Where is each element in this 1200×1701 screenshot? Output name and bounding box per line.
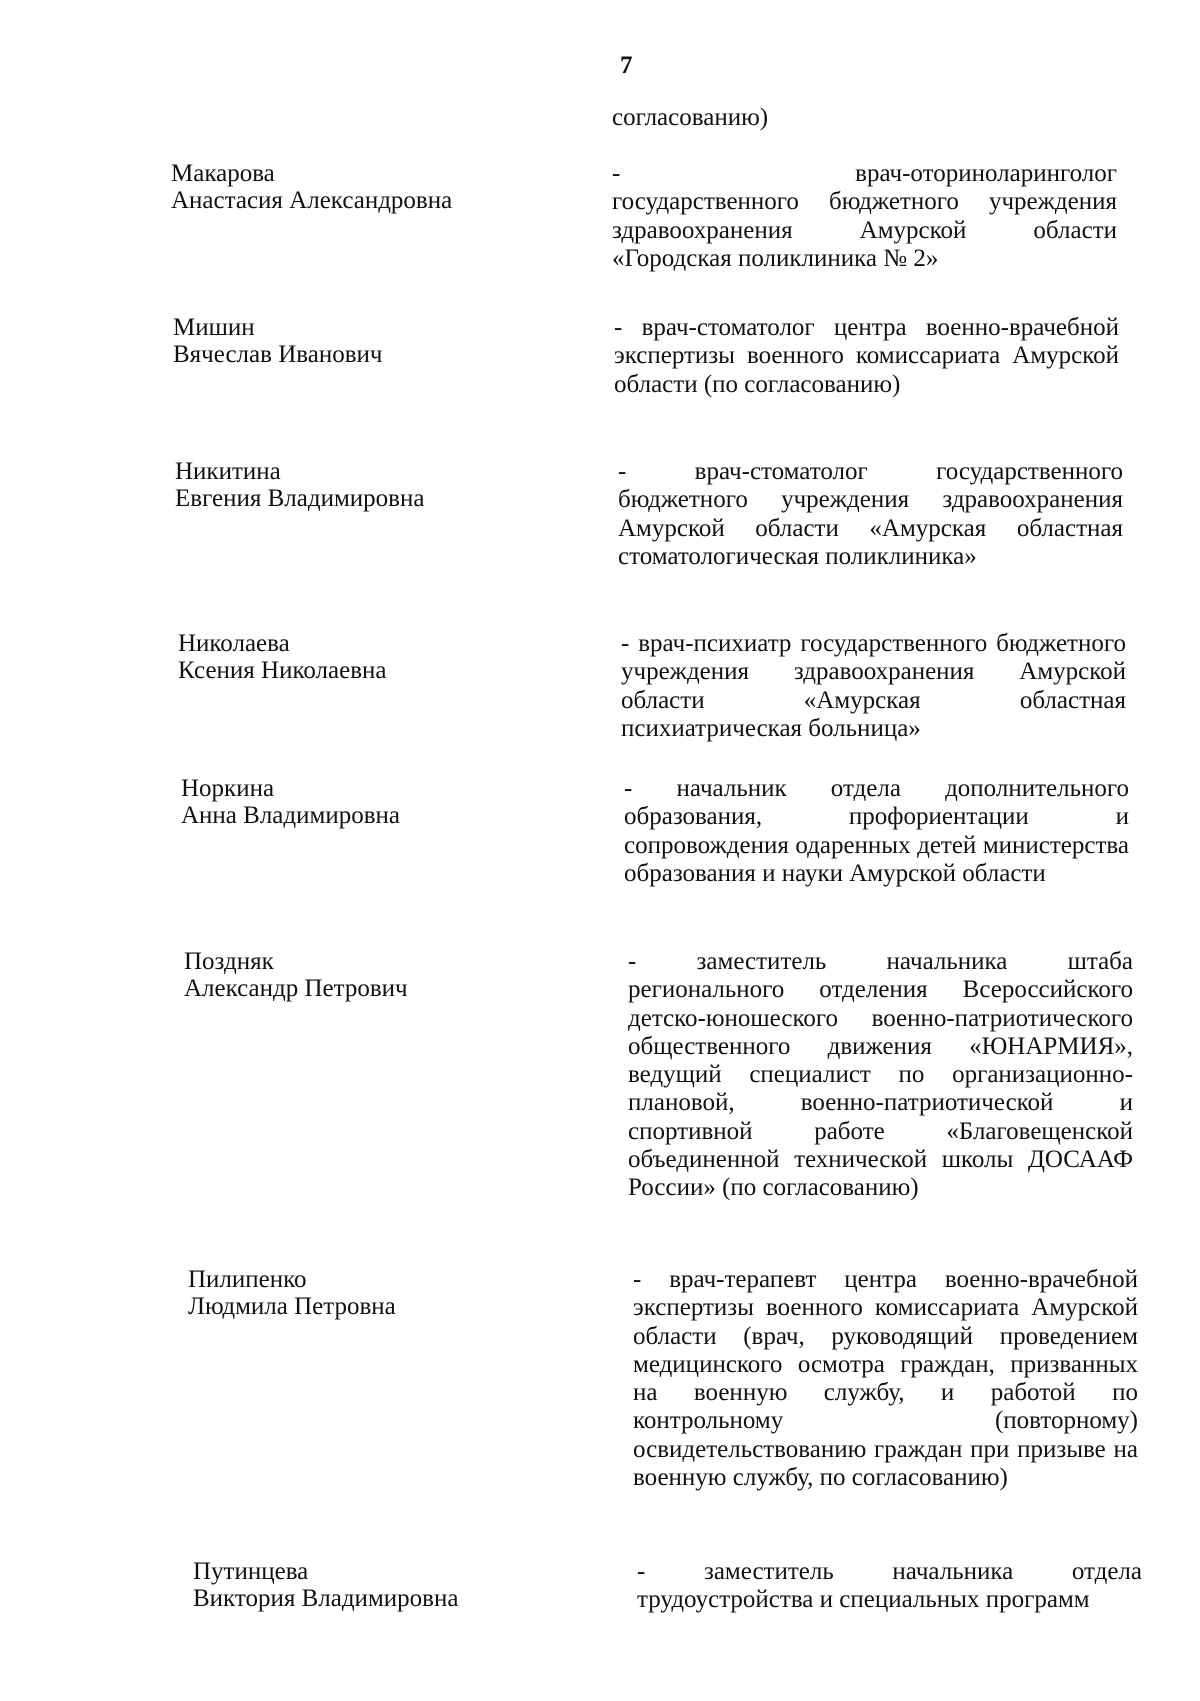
position-description	[614, 314, 1126, 399]
surname: Пилипенко	[188, 1266, 307, 1293]
person-name	[175, 458, 424, 512]
person-name	[171, 160, 452, 214]
position-text: - врач-оториноларинголог государственного бюджетного учреждения здравоохранения Амурской области «Городская поликлиника № 2»	[612, 160, 1124, 272]
given-names: Анна Владимировна	[181, 802, 400, 829]
position-text: - врач-психиатр государственного бюджетного учреждения здравоохранения Амурской области «Амурская областная психиатрическая больница»	[621, 630, 1133, 742]
position-text: - врач-терапевт центра военно-врачебной экспертизы военного комиссариата Амурской области (врач, руководящий проведением медицинского осмотра граждан, призванных на военную службу, и работой по контрольному (повторному) освидетельствованию граждан при призыве на военную службу, по согласованию)	[633, 1266, 1145, 1492]
surname: Мишин	[173, 314, 255, 341]
person-name	[188, 1266, 396, 1320]
surname: Никитина	[175, 458, 281, 485]
position-description	[612, 160, 1124, 273]
position-description	[633, 1266, 1145, 1492]
person-name	[178, 630, 386, 684]
given-names: Александр Петрович	[184, 975, 408, 1002]
position-text: - начальник отдела дополнительного образования, профориентации и сопровождения одаренных детей министерства образования и науки Амурской области	[624, 775, 1136, 887]
position-description	[624, 775, 1136, 888]
position-description	[618, 458, 1130, 571]
given-names: Людмила Петровна	[188, 1293, 396, 1320]
continued-description: согласованию)	[612, 104, 769, 131]
given-names: Виктория Владимировна	[193, 1585, 459, 1612]
given-names: Вячеслав Иванович	[173, 341, 383, 368]
position-text: - заместитель начальника штаба регионального отделения Всероссийского детско-юношеского военно-патриотического общественного движения «ЮНАРМИЯ», ведущий специалист по организационно-плановой, военно-патриотической и спортивной работе «Благовещенской объединенной технической школы ДОСААФ России» (по согласованию)	[628, 948, 1140, 1202]
person-name	[173, 314, 382, 368]
surname: Путинцева	[193, 1558, 309, 1585]
given-names: Евгения Владимировна	[175, 485, 425, 512]
surname: Норкина	[181, 775, 275, 802]
surname: Макарова	[171, 160, 275, 187]
given-names: Анастасия Александровна	[171, 187, 453, 214]
position-text: - врач-стоматолог центра военно-врачебной экспертизы военного комиссариата Амурской области (по согласованию)	[614, 314, 1126, 398]
person-name	[184, 948, 408, 1002]
page-number: 7	[620, 52, 633, 79]
position-description	[621, 630, 1133, 743]
person-name	[181, 775, 400, 829]
given-names: Ксения Николаевна	[178, 657, 387, 684]
position-description	[628, 948, 1140, 1203]
position-text: - заместитель начальника отдела трудоустройства и специальных программ	[637, 1558, 1149, 1614]
position-text: - врач-стоматолог государственного бюджетного учреждения здравоохранения Амурской области «Амурская областная стоматологическая поликлиника»	[618, 458, 1130, 570]
surname: Поздняк	[184, 948, 274, 975]
surname: Николаева	[178, 630, 290, 657]
position-description	[637, 1558, 1149, 1615]
person-name	[193, 1558, 458, 1612]
